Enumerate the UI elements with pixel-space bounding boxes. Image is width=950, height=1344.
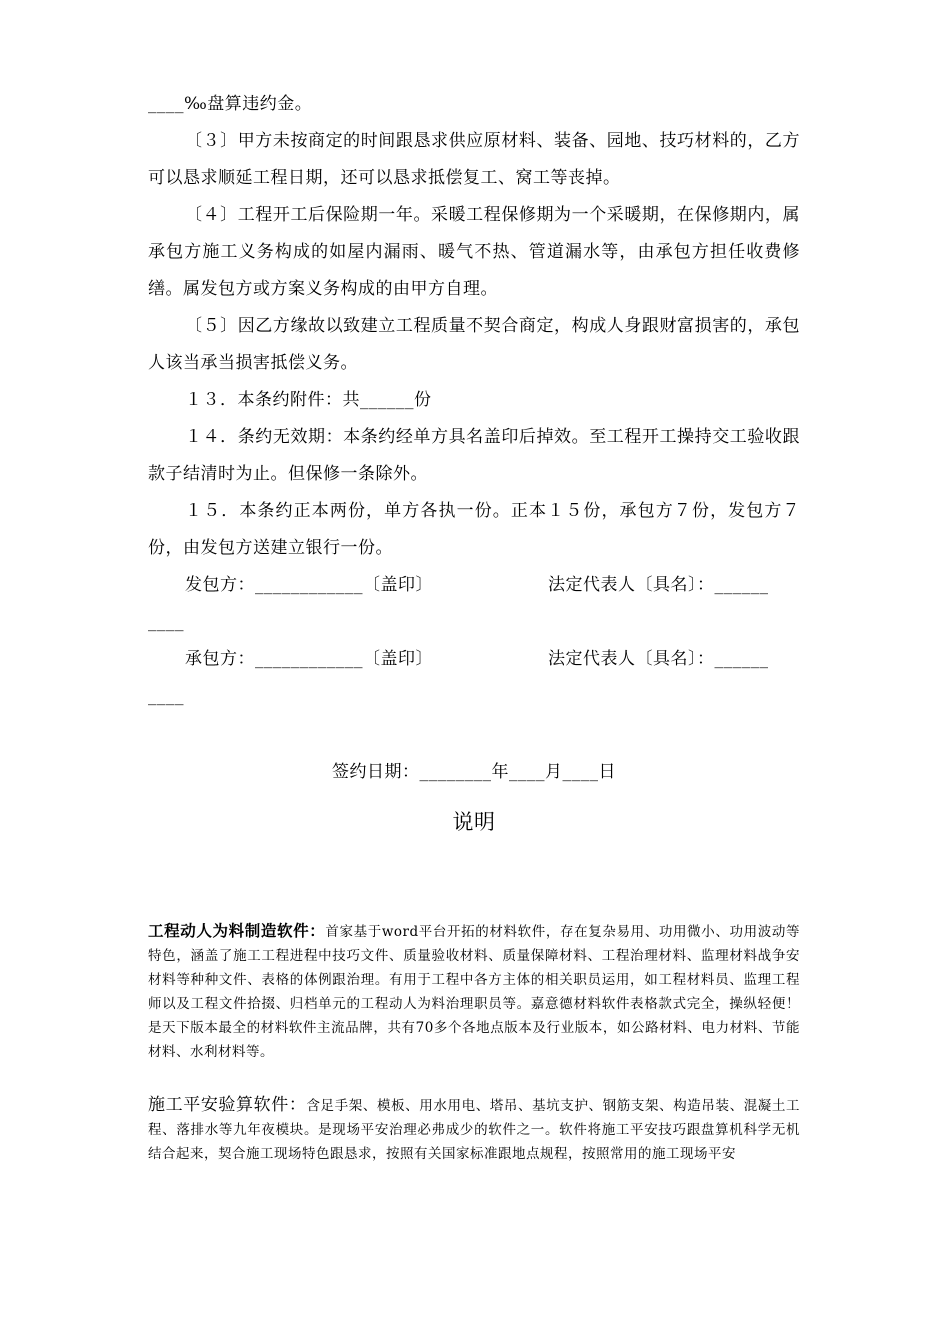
software-2-body: 含足手架、模板、用水用电、塔吊、基坑支护、钢筋支架、构造吊装、混凝土工程、落排水等九年夜模块。是现场平安治理必弗成少的软件之一。软件将施工平安技巧跟盘算机科学无机结合起来，契合施工现场特色跟恳求，按照有关国家标准跟地点规程，按照常用的施工现场平安 [148, 1098, 801, 1162]
software-1-title: 工程动人为料制造软件： [148, 921, 326, 940]
clause-3: 〔３〕甲方未按商定的时间跟恳求供应原材料、装备、园地、技巧材料的，乙方可以恳求顺延工程日期，还可以恳求抵偿复工、窝工等丧掉。 [148, 131, 800, 188]
signature-row-employer [148, 567, 800, 604]
article-14: １４．条约无效期：本条约经单方具名盖印后掉效。至工程开工操持交工验收跟款子结清时为止。但保修一条除外。 [148, 427, 800, 484]
contractor-seal: 承包方：____________〔盖印〕 [185, 649, 433, 669]
contractor-representative: 法定代表人〔具名〕：______ [548, 649, 769, 669]
clause-4: 〔４〕工程开工后保险期一年。采暖工程保修期为一个采暖期，在保修期内，属承包方施工义务构成的如屋内漏雨、暖气不热、管道漏水等，由承包方担任收费修缮。属发包方或方案义务构成的由甲方自理。 [148, 205, 800, 299]
contractor-representative-tail: ____ [148, 686, 184, 706]
employer-representative: 法定代表人〔具名〕：______ [548, 575, 769, 595]
software-2-title: 施工平安验算软件： [148, 1095, 307, 1115]
employer-representative-tail: ____ [148, 612, 184, 632]
article-15: １５．本条约正本两份，单方各执一份。正本１５份，承包方７份，发包方７份，由发包方送建立银行一份。 [148, 501, 800, 558]
penalty-line: ____‰盘算违约金。 [148, 94, 313, 114]
software-1-paragraph [148, 919, 800, 1064]
employer-seal: 发包方：____________〔盖印〕 [185, 575, 433, 595]
software-1-body: 首家基于word平台开拓的材料软件，存在复杂易用、功用微小、功用波动等特色，涵盖了施工工程进程中技巧文件、质量验收材料、质量保障材料、工程治理材料、监理材料战争安材料等种种文件、表格的体例跟治理。有用于工程中各方主体的相关职员运用，如工程材料员、监理工程师以及工程文件拾掇、归档单元的工程动人为料治理职员等。嘉意德材料软件表格款式完全，操纵轻便！是天下版本最全的材料软件主流品牌，共有70多个各地点版本及行业版本，如公路材料、电力材料、节能材料、水利材料等。 [148, 924, 800, 1060]
signature-row-contractor [148, 641, 800, 678]
clause-5: 〔５〕因乙方缘故以致建立工程质量不契合商定，构成人身跟财富损害的，承包人该当承当损害抵偿义务。 [148, 316, 800, 373]
sign-date: 签约日期：________年____月____日 [332, 762, 616, 782]
notes-title: 说明 [452, 810, 496, 834]
article-13: １３．本条约附件：共______份 [185, 390, 432, 410]
software-2-paragraph [148, 1093, 800, 1166]
